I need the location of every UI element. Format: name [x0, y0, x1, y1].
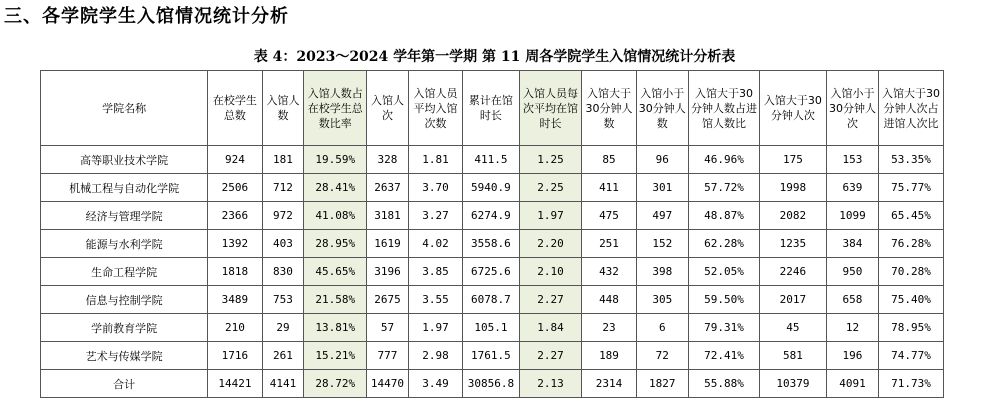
value-cell: 57.72%: [688, 174, 759, 202]
table-caption: 表 4：2023～2024 学年第一学期 第 11 周各学院学生入馆情况统计分析表: [253, 49, 736, 65]
column-header: 入馆小于30分钟人次: [826, 71, 878, 146]
value-cell: 1235: [759, 230, 826, 258]
total-row: [41, 370, 944, 398]
college-name-cell: 机械工程与自动化学院: [41, 174, 208, 202]
value-cell: 53.35%: [879, 146, 944, 174]
value-cell: 152: [636, 230, 688, 258]
table-row: [41, 174, 944, 202]
value-cell: 950: [826, 258, 878, 286]
value-cell: 305: [636, 286, 688, 314]
value-cell: 2017: [759, 286, 826, 314]
value-cell: 62.28%: [688, 230, 759, 258]
value-cell: 3489: [208, 286, 262, 314]
college-stats-table: [40, 70, 944, 398]
value-cell: 4.02: [408, 230, 462, 258]
value-cell: 301: [636, 174, 688, 202]
college-name-cell: 学前教育学院: [41, 314, 208, 342]
value-cell: 2366: [208, 202, 262, 230]
value-cell: 658: [826, 286, 878, 314]
table-body: [41, 146, 944, 398]
value-cell: 45.65%: [304, 258, 367, 286]
value-cell: 52.05%: [688, 258, 759, 286]
value-cell: 65.45%: [879, 202, 944, 230]
value-cell: 712: [262, 174, 304, 202]
value-cell: 3.27: [408, 202, 462, 230]
value-cell: 41.08%: [304, 202, 367, 230]
value-cell: 96: [636, 146, 688, 174]
table-row: [41, 342, 944, 370]
column-header: 入馆人数占在校学生总数比率: [304, 71, 367, 146]
value-cell: 261: [262, 342, 304, 370]
value-cell: 2314: [582, 370, 636, 398]
value-cell: 475: [582, 202, 636, 230]
value-cell: 28.72%: [304, 370, 367, 398]
value-cell: 497: [636, 202, 688, 230]
table-row: [41, 314, 944, 342]
college-name-cell: 生命工程学院: [41, 258, 208, 286]
value-cell: 74.77%: [879, 342, 944, 370]
value-cell: 1.84: [519, 314, 582, 342]
table-row: [41, 202, 944, 230]
value-cell: 1099: [826, 202, 878, 230]
value-cell: 75.40%: [879, 286, 944, 314]
value-cell: 1716: [208, 342, 262, 370]
value-cell: 2.27: [519, 286, 582, 314]
value-cell: 924: [208, 146, 262, 174]
value-cell: 1.25: [519, 146, 582, 174]
value-cell: 13.81%: [304, 314, 367, 342]
value-cell: 2675: [367, 286, 409, 314]
value-cell: 105.1: [463, 314, 519, 342]
column-header: 入馆人次: [367, 71, 409, 146]
value-cell: 384: [826, 230, 878, 258]
value-cell: 1619: [367, 230, 409, 258]
value-cell: 1.97: [408, 314, 462, 342]
value-cell: 30856.8: [463, 370, 519, 398]
value-cell: 6274.9: [463, 202, 519, 230]
column-header: 入馆大于30分钟人数: [582, 71, 636, 146]
value-cell: 753: [262, 286, 304, 314]
value-cell: 14470: [367, 370, 409, 398]
column-header: 累计在馆时长: [463, 71, 519, 146]
value-cell: 72: [636, 342, 688, 370]
header-row: [41, 71, 944, 146]
value-cell: 28.95%: [304, 230, 367, 258]
value-cell: 2506: [208, 174, 262, 202]
value-cell: 251: [582, 230, 636, 258]
value-cell: 432: [582, 258, 636, 286]
value-cell: 5940.9: [463, 174, 519, 202]
value-cell: 3.85: [408, 258, 462, 286]
college-name-cell: 经济与管理学院: [41, 202, 208, 230]
value-cell: 72.41%: [688, 342, 759, 370]
table-row: [41, 258, 944, 286]
value-cell: 581: [759, 342, 826, 370]
column-header: 入馆人员每次平均在馆时长: [519, 71, 582, 146]
value-cell: 1.81: [408, 146, 462, 174]
value-cell: 777: [367, 342, 409, 370]
value-cell: 403: [262, 230, 304, 258]
value-cell: 70.28%: [879, 258, 944, 286]
value-cell: 2246: [759, 258, 826, 286]
college-name-cell: 能源与水利学院: [41, 230, 208, 258]
value-cell: 4091: [826, 370, 878, 398]
college-name-cell: 合计: [41, 370, 208, 398]
column-header: 入馆小于30分钟人数: [636, 71, 688, 146]
value-cell: 55.88%: [688, 370, 759, 398]
value-cell: 6078.7: [463, 286, 519, 314]
value-cell: 12: [826, 314, 878, 342]
value-cell: 4141: [262, 370, 304, 398]
value-cell: 48.87%: [688, 202, 759, 230]
college-name-cell: 高等职业技术学院: [41, 146, 208, 174]
value-cell: 639: [826, 174, 878, 202]
column-header: 入馆大于30分钟人次: [759, 71, 826, 146]
table-row: [41, 230, 944, 258]
value-cell: 1818: [208, 258, 262, 286]
column-header: 学院名称: [41, 71, 208, 146]
value-cell: 10379: [759, 370, 826, 398]
value-cell: 3.49: [408, 370, 462, 398]
value-cell: 411: [582, 174, 636, 202]
value-cell: 23: [582, 314, 636, 342]
value-cell: 830: [262, 258, 304, 286]
value-cell: 76.28%: [879, 230, 944, 258]
column-header: 入馆人员平均入馆次数: [408, 71, 462, 146]
value-cell: 1392: [208, 230, 262, 258]
value-cell: 21.58%: [304, 286, 367, 314]
value-cell: 3196: [367, 258, 409, 286]
value-cell: 29: [262, 314, 304, 342]
value-cell: 189: [582, 342, 636, 370]
value-cell: 2.25: [519, 174, 582, 202]
value-cell: 1761.5: [463, 342, 519, 370]
college-name-cell: 艺术与传媒学院: [41, 342, 208, 370]
value-cell: 14421: [208, 370, 262, 398]
value-cell: 398: [636, 258, 688, 286]
table-row: [41, 146, 944, 174]
value-cell: 79.31%: [688, 314, 759, 342]
value-cell: 2082: [759, 202, 826, 230]
value-cell: 448: [582, 286, 636, 314]
value-cell: 78.95%: [879, 314, 944, 342]
column-header: 在校学生总数: [208, 71, 262, 146]
column-header: 入馆大于30分钟人数占进馆人数比: [688, 71, 759, 146]
value-cell: 1827: [636, 370, 688, 398]
value-cell: 3.55: [408, 286, 462, 314]
value-cell: 175: [759, 146, 826, 174]
section-heading: 三、各学院学生入馆情况统计分析: [4, 6, 289, 27]
value-cell: 2.98: [408, 342, 462, 370]
value-cell: 3558.6: [463, 230, 519, 258]
value-cell: 71.73%: [879, 370, 944, 398]
value-cell: 3.70: [408, 174, 462, 202]
value-cell: 972: [262, 202, 304, 230]
value-cell: 45: [759, 314, 826, 342]
value-cell: 85: [582, 146, 636, 174]
value-cell: 59.50%: [688, 286, 759, 314]
value-cell: 1.97: [519, 202, 582, 230]
college-name-cell: 信息与控制学院: [41, 286, 208, 314]
value-cell: 328: [367, 146, 409, 174]
value-cell: 2.10: [519, 258, 582, 286]
value-cell: 196: [826, 342, 878, 370]
value-cell: 6: [636, 314, 688, 342]
value-cell: 210: [208, 314, 262, 342]
value-cell: 57: [367, 314, 409, 342]
value-cell: 46.96%: [688, 146, 759, 174]
value-cell: 411.5: [463, 146, 519, 174]
value-cell: 2.27: [519, 342, 582, 370]
value-cell: 181: [262, 146, 304, 174]
value-cell: 2637: [367, 174, 409, 202]
value-cell: 2.20: [519, 230, 582, 258]
table-row: [41, 286, 944, 314]
value-cell: 2.13: [519, 370, 582, 398]
value-cell: 153: [826, 146, 878, 174]
column-header: 入馆人数: [262, 71, 304, 146]
value-cell: 28.41%: [304, 174, 367, 202]
value-cell: 15.21%: [304, 342, 367, 370]
value-cell: 1998: [759, 174, 826, 202]
value-cell: 3181: [367, 202, 409, 230]
column-header: 入馆大于30分钟人次占进馆人次比: [879, 71, 944, 146]
value-cell: 75.77%: [879, 174, 944, 202]
value-cell: 19.59%: [304, 146, 367, 174]
value-cell: 6725.6: [463, 258, 519, 286]
